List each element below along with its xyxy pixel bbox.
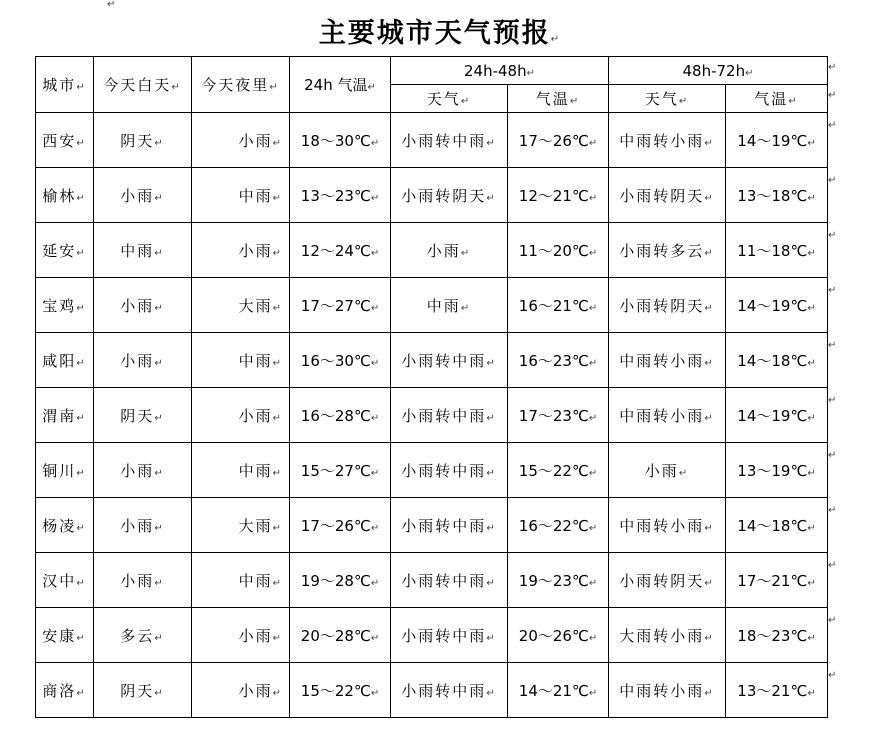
row-end-mark: ↵ [828, 670, 837, 681]
cell-tonight: 小雨↵ [192, 608, 290, 663]
row-end-mark: ↵ [828, 395, 837, 406]
row-end-mark: ↵ [828, 615, 837, 626]
cell-today-day: 小雨↵ [94, 278, 192, 333]
weather-forecast-table [35, 56, 828, 718]
cell-temp-72h: 14～19℃↵ [726, 278, 828, 333]
cell-weather-72h: 小雨转多云↵ [609, 223, 726, 278]
cell-city: 宝鸡↵ [36, 278, 94, 333]
cell-weather-48h: 小雨转中雨↵ [391, 443, 508, 498]
table-row [36, 168, 828, 223]
table-row [36, 663, 828, 718]
paragraph-mark: ↵ [550, 34, 562, 45]
cell-weather-48h: 小雨转中雨↵ [391, 333, 508, 388]
cell-temp-24h: 17～27℃↵ [290, 278, 391, 333]
cell-temp-72h: 13～18℃↵ [726, 168, 828, 223]
table-row [36, 278, 828, 333]
cell-tonight: 大雨↵ [192, 498, 290, 553]
cell-temp-24h: 16～28℃↵ [290, 388, 391, 443]
cell-today-day: 小雨↵ [94, 333, 192, 388]
header-weather-48h: 天气↵ [391, 85, 508, 113]
cell-city: 杨凌↵ [36, 498, 94, 553]
cell-temp-48h: 20～26℃↵ [508, 608, 609, 663]
cell-today-day: 阴天↵ [94, 663, 192, 718]
header-tonight: 今天夜里↵ [192, 57, 290, 113]
cell-tonight: 小雨↵ [192, 388, 290, 443]
cell-temp-48h: 16～22℃↵ [508, 498, 609, 553]
cell-temp-48h: 17～23℃↵ [508, 388, 609, 443]
cell-temp-24h: 15～22℃↵ [290, 663, 391, 718]
row-end-mark: ↵ [828, 230, 837, 241]
cell-weather-72h: 小雨转阴天↵ [609, 168, 726, 223]
cell-city: 安康↵ [36, 608, 94, 663]
cell-temp-72h: 18～23℃↵ [726, 608, 828, 663]
cell-weather-48h: 小雨↵ [391, 223, 508, 278]
cell-today-day: 阴天↵ [94, 388, 192, 443]
cell-city: 汉中↵ [36, 553, 94, 608]
cell-temp-48h: 17～26℃↵ [508, 113, 609, 168]
cell-temp-48h: 14～21℃↵ [508, 663, 609, 718]
cell-weather-48h: 小雨转中雨↵ [391, 663, 508, 718]
cell-city: 铜川↵ [36, 443, 94, 498]
cell-temp-48h: 11～20℃↵ [508, 223, 609, 278]
cell-weather-48h: 小雨转中雨↵ [391, 113, 508, 168]
cell-temp-72h: 14～19℃↵ [726, 388, 828, 443]
cell-temp-24h: 12～24℃↵ [290, 223, 391, 278]
table-row [36, 498, 828, 553]
cell-today-day: 小雨↵ [94, 168, 192, 223]
cell-tonight: 小雨↵ [192, 663, 290, 718]
cell-weather-72h: 小雨↵ [609, 443, 726, 498]
cell-weather-48h: 中雨↵ [391, 278, 508, 333]
cell-weather-48h: 小雨转中雨↵ [391, 388, 508, 443]
header-city: 城市↵ [36, 57, 94, 113]
cell-weather-72h: 小雨转阴天↵ [609, 553, 726, 608]
table-row [36, 113, 828, 168]
page-title [0, 16, 880, 58]
table-row [36, 443, 828, 498]
cell-tonight: 小雨↵ [192, 223, 290, 278]
cell-today-day: 中雨↵ [94, 223, 192, 278]
row-end-mark: ↵ [828, 285, 837, 296]
cell-temp-72h: 14～18℃↵ [726, 498, 828, 553]
cell-temp-72h: 17～21℃↵ [726, 553, 828, 608]
cell-weather-72h: 大雨转小雨↵ [609, 608, 726, 663]
cell-temp-48h: 16～21℃↵ [508, 278, 609, 333]
header-group-24-48h: 24h-48h↵ [391, 57, 609, 85]
table-row [36, 608, 828, 663]
cell-temp-24h: 18～30℃↵ [290, 113, 391, 168]
cell-weather-72h: 中雨转小雨↵ [609, 113, 726, 168]
cell-today-day: 小雨↵ [94, 443, 192, 498]
cell-weather-72h: 小雨转阴天↵ [609, 278, 726, 333]
cell-tonight: 小雨↵ [192, 113, 290, 168]
cell-temp-24h: 17～26℃↵ [290, 498, 391, 553]
table-row [36, 333, 828, 388]
cell-today-day: 小雨↵ [94, 553, 192, 608]
cell-weather-48h: 小雨转中雨↵ [391, 498, 508, 553]
cell-temp-72h: 14～19℃↵ [726, 113, 828, 168]
table-row [36, 223, 828, 278]
header-temp-24h: 24h 气温↵ [290, 57, 391, 113]
row-end-mark: ↵ [828, 120, 837, 131]
table-row [36, 388, 828, 443]
header-weather-72h: 天气↵ [609, 85, 726, 113]
row-end-mark: ↵ [828, 505, 837, 516]
cell-temp-24h: 13～23℃↵ [290, 168, 391, 223]
cell-tonight: 中雨↵ [192, 443, 290, 498]
top-paragraph-mark: ↵ [107, 0, 116, 10]
cell-temp-48h: 12～21℃↵ [508, 168, 609, 223]
row-end-mark: ↵ [828, 62, 837, 73]
cell-tonight: 中雨↵ [192, 333, 290, 388]
cell-temp-24h: 16～30℃↵ [290, 333, 391, 388]
header-today-day: 今天白天↵ [94, 57, 192, 113]
cell-today-day: 多云↵ [94, 608, 192, 663]
cell-temp-72h: 13～21℃↵ [726, 663, 828, 718]
row-end-mark: ↵ [828, 175, 837, 186]
row-end-mark: ↵ [828, 450, 837, 461]
cell-temp-48h: 15～22℃↵ [508, 443, 609, 498]
cell-temp-48h: 19～23℃↵ [508, 553, 609, 608]
cell-today-day: 小雨↵ [94, 498, 192, 553]
cell-today-day: 阴天↵ [94, 113, 192, 168]
title-text: 主要城市天气预报 [318, 18, 551, 49]
cell-temp-24h: 19～28℃↵ [290, 553, 391, 608]
cell-temp-24h: 15～27℃↵ [290, 443, 391, 498]
row-end-mark: ↵ [828, 340, 837, 351]
cell-weather-72h: 中雨转小雨↵ [609, 333, 726, 388]
cell-temp-72h: 13～19℃↵ [726, 443, 828, 498]
cell-city: 咸阳↵ [36, 333, 94, 388]
cell-weather-72h: 中雨转小雨↵ [609, 663, 726, 718]
cell-weather-48h: 小雨转中雨↵ [391, 608, 508, 663]
cell-weather-48h: 小雨转中雨↵ [391, 553, 508, 608]
cell-city: 榆林↵ [36, 168, 94, 223]
table-row [36, 553, 828, 608]
cell-temp-24h: 20～28℃↵ [290, 608, 391, 663]
cell-city: 商洛↵ [36, 663, 94, 718]
header-group-48-72h: 48h-72h↵ [609, 57, 828, 85]
cell-tonight: 中雨↵ [192, 168, 290, 223]
cell-tonight: 大雨↵ [192, 278, 290, 333]
cell-temp-48h: 16～23℃↵ [508, 333, 609, 388]
cell-weather-72h: 中雨转小雨↵ [609, 498, 726, 553]
cell-city: 西安↵ [36, 113, 94, 168]
cell-temp-72h: 14～18℃↵ [726, 333, 828, 388]
cell-weather-48h: 小雨转阴天↵ [391, 168, 508, 223]
cell-tonight: 中雨↵ [192, 553, 290, 608]
cell-city: 延安↵ [36, 223, 94, 278]
cell-weather-72h: 中雨转小雨↵ [609, 388, 726, 443]
header-temp-48h: 气温↵ [508, 85, 609, 113]
cell-city: 渭南↵ [36, 388, 94, 443]
cell-temp-72h: 11～18℃↵ [726, 223, 828, 278]
row-end-mark: ↵ [828, 90, 837, 101]
row-end-mark: ↵ [828, 560, 837, 571]
header-temp-72h: 气温↵ [726, 85, 828, 113]
